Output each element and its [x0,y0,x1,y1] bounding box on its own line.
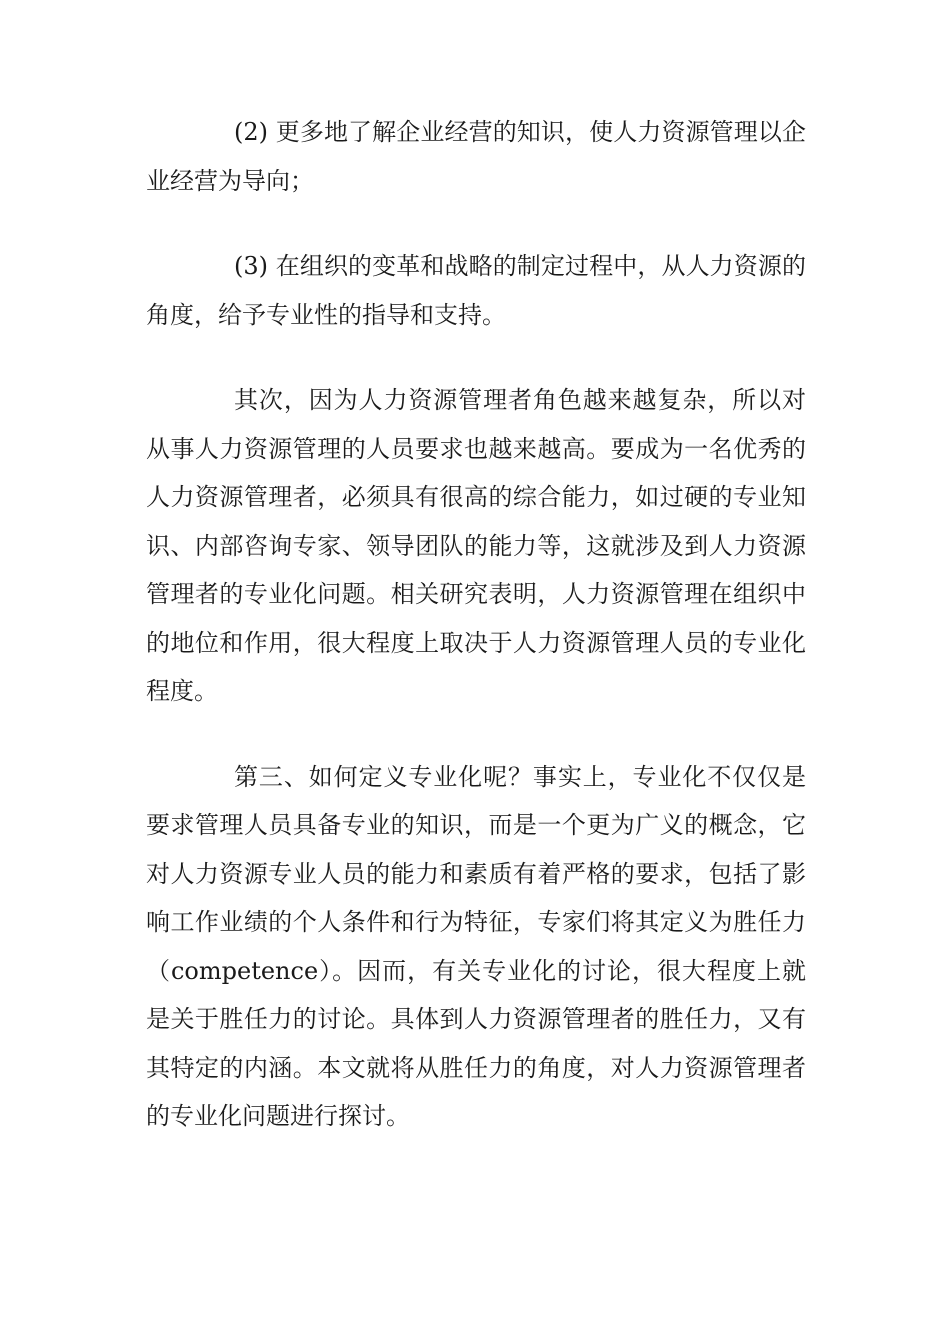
paragraph-thirdly: 第三、如何定义专业化呢？事实上，专业化不仅仅是要求管理人员具备专业的知识，而是一个更为广义的概念，它对人力资源专业人员的能力和素质有着严格的要求，包括了影响工作业绩的个人条件和行为特征，专家们将其定义为胜任力（competence）。因而，有关专业化的讨论，很大程度上就是关于胜任力的讨论。具体到人力资源管理者的胜任力，又有其特定的内涵。本文就将从胜任力的角度，对人力资源管理者的专业化问题进行探讨。 [146,762,806,1130]
paragraph-item-2: (2) 更多地了解企业经营的知识，使人力资源管理以企业经营为导向； [146,118,806,195]
document-body [146,108,806,1178]
paragraph-item-3: (3) 在组织的变革和战略的制定过程中，从人力资源的角度，给予专业性的指导和支持。 [146,252,806,329]
paragraph-secondly: 其次，因为人力资源管理者角色越来越复杂，所以对从事人力资源管理的人员要求也越来越高。要成为一名优秀的人力资源管理者，必须具有很高的综合能力，如过硬的专业知识、内部咨询专家、领导团队的能力等，这就涉及到人力资源管理者的专业化问题。相关研究表明，人力资源管理在组织中的地位和作用，很大程度上取决于人力资源管理人员的专业化程度。 [146,386,806,705]
